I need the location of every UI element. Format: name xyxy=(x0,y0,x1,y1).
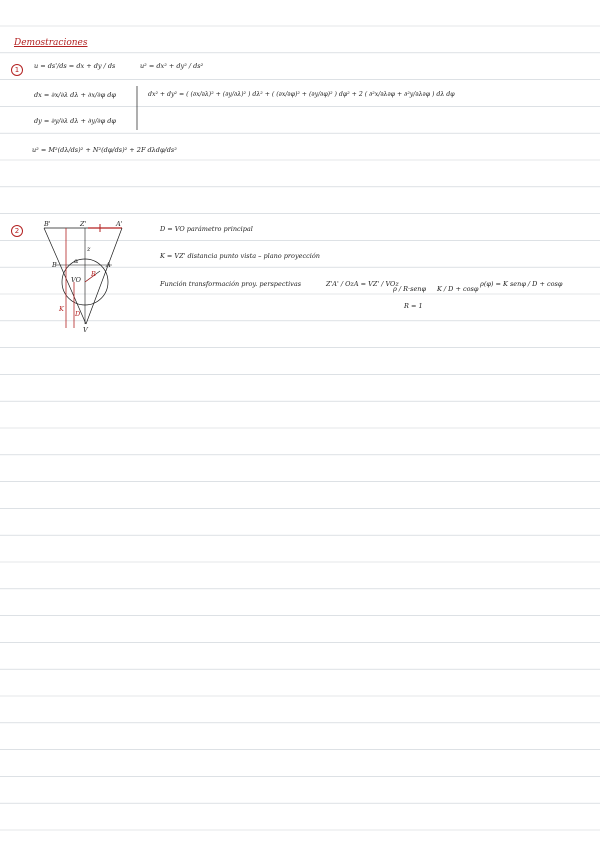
equation-u-squared-result: u² = M²(dλ/ds)² + N²(dφ/ds)² + 2F dλdφ/ds² xyxy=(32,146,177,154)
label-r: R xyxy=(91,270,96,278)
label-d: D xyxy=(75,310,81,318)
transform-note: R = 1 xyxy=(404,302,423,310)
label-z-prime: Z' xyxy=(80,220,87,228)
equation-u-definition: u = ds'/ds = dx + dy / ds xyxy=(34,62,116,70)
equation-dy: dy = ∂y/∂λ dλ + ∂y/∂φ dφ xyxy=(34,117,116,125)
definition-d: D = VO parámetro principal xyxy=(160,225,253,233)
bracket-divider xyxy=(134,86,140,130)
label-k: K xyxy=(59,305,64,313)
label-alpha: α xyxy=(74,257,79,265)
section-number-1: 1 xyxy=(11,64,23,76)
label-a: A xyxy=(106,261,111,269)
label-b: B xyxy=(52,261,57,269)
label-vo: VO xyxy=(71,276,81,284)
label-a-prime: A' xyxy=(116,220,123,228)
label-b-prime: B' xyxy=(44,220,51,228)
page-title: Demostraciones xyxy=(14,38,88,48)
transform-step-2: K / D + cosφ xyxy=(437,285,479,293)
transform-function-label: Función transformación proy. perspectivas xyxy=(160,280,302,288)
perspective-projection-diagram xyxy=(36,216,136,340)
equation-u-squared-definition: u² = dx² + dy² / ds² xyxy=(140,62,204,70)
section-number-2: 2 xyxy=(11,225,23,237)
equation-dx: dx = ∂x/∂λ dλ + ∂x/∂φ dφ xyxy=(34,91,116,99)
transform-result: ρ(φ) = K senφ / D + cosφ xyxy=(480,280,563,288)
transform-ratio: Z'A' / OzA = VZ' / VOz xyxy=(326,280,399,288)
label-v: V xyxy=(83,326,88,334)
transform-step-1: ρ / R·senφ xyxy=(393,285,427,293)
label-z: z xyxy=(87,245,91,253)
equation-sum-of-squares: dx² + dy² = ( (∂x/∂λ)² + (∂y/∂λ)² ) dλ² + ( (∂x/∂φ)² + (∂y/∂φ)² ) dφ² + 2 ( ∂²x/∂λ∂φ + ∂²y/∂λ∂φ ) dλ dφ xyxy=(148,91,455,98)
definition-k: K = VZ' distancia punto vista – plano proyección xyxy=(160,252,320,260)
